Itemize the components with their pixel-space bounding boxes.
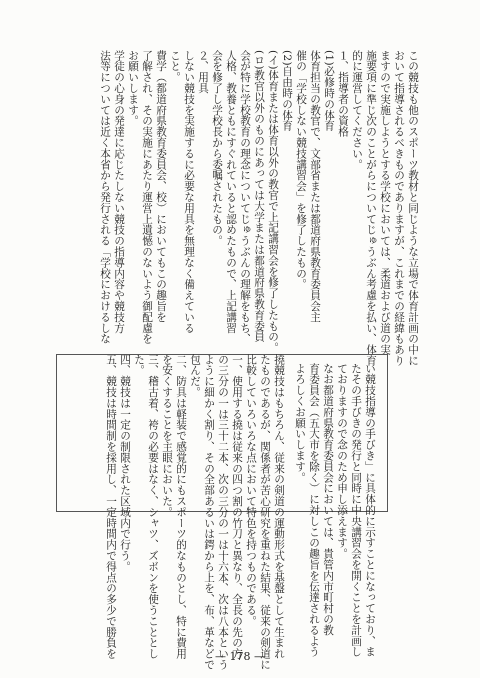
box-text-column: なお都道府県教育委員会においては、貴管内市町村の教 — [322, 363, 334, 636]
text-column: 催の「学校しない競技講習会」を修了したもの。 — [295, 50, 307, 290]
box-text-column: ておりますので念のため申し添えます。 — [336, 363, 348, 560]
text-column: 撓競技はもちろん、従来の剣道の運動形式を基盤として生まれ — [273, 354, 285, 660]
text-column: 包んだ。 — [189, 354, 201, 398]
page-number: — 178 — — [215, 650, 265, 663]
text-column: ように細かく割り、その全部あるいは鍔から上を、布、革などで — [203, 354, 215, 671]
text-column: １、指導者の資格 — [337, 50, 349, 138]
text-column: 施要項に準じ次のことがらについてじゅうぶん考慮を払い、体育 — [365, 50, 377, 367]
text-column: ２、用具 — [197, 50, 209, 94]
text-column: (2)自由時の体育 — [281, 50, 293, 132]
text-column: 費学（都道府県教育委員会、校）においてもこの趣旨を — [155, 50, 167, 323]
text-column: (イ)体育または体育以外の教官で上記講習会を修了したもの。 — [267, 50, 279, 354]
text-column: 体育担当の教官で、文部省または都道府県教育委員会主 — [309, 50, 321, 323]
text-column: 会を修了し学校長から委嘱されたもの。 — [211, 50, 223, 247]
text-column: (ロ)教官以外のものにあっては大学または都道府県教育委員 — [253, 50, 265, 343]
text-column: 比較していろいろな点において特色を持つものである。 — [245, 354, 257, 627]
box-text-column: 育委員会（五大市を除く）に対しこの趣旨を伝達されるよう — [308, 363, 320, 658]
top-text-block — [98, 50, 420, 367]
text-column: た。 — [133, 354, 145, 376]
text-column: 学徒の心身の発達に応じたしない競技の指導内容や競技方 — [113, 50, 125, 334]
text-column: 的に運営してください。 — [351, 50, 363, 170]
text-column: 二、防具は軽装で感覚的にもスポーツ的なものとし、特に費用 — [175, 354, 187, 660]
text-column: 五、競技は時間制を採用し、一定時間内で得点の多少で勝負を — [105, 354, 117, 660]
text-column: 四、競技は一定の制限された区域内で行う。 — [119, 354, 131, 572]
text-column: たものであるが、関係者が苦心研究を重ねた結果、従来の剣道に — [259, 354, 271, 671]
box-text-column: たその手びきの発行と同時に中央講習会を開くことを計画し — [350, 363, 362, 658]
text-column: お願いします。 — [127, 50, 139, 127]
text-column: 法等については近く本省から発行される「学校におけるしな — [99, 50, 111, 345]
text-column: (1)必修時の体育 — [323, 50, 335, 132]
text-column: しない競技を実施するに必要な用具を無理なく備えている — [183, 50, 195, 334]
text-column: を安くすることを主眼においた。 — [161, 354, 173, 518]
text-column: こと。 — [169, 50, 181, 83]
box-text-column: い競技指導の手びき」に具体的に示すことになっており、ま — [364, 363, 376, 658]
text-column: ますので実施しようとする学校においては、柔道および道の実 — [379, 50, 391, 356]
text-column: おいて指導されるべきものでありますが、これまでの経緯もあり — [393, 50, 405, 367]
text-column: 一、使用する撓は従来の四つ割の竹刀と異なり、全長の先の方 — [231, 354, 243, 660]
text-column: の三分の一は三十二本、次の三分の一は十六本、次は八本という — [217, 354, 229, 671]
text-column: 人格、教養ともにすぐれていると認めたもので、上記講習 — [225, 50, 237, 334]
text-column: 三、稽古着、袴の必要はなく、シャツ、ズボンを使うこととし — [147, 354, 159, 660]
text-column: 了解され、その実施にあたり運営上遺憾のないよう御配慮を — [141, 50, 153, 345]
text-column: 会が特に学校教育の理念についてじゅうぶんの理解をもち、 — [239, 50, 251, 345]
box-text-column: よろしくお願いします。 — [294, 363, 306, 483]
text-column: この競技も他のスポーツ教材と同じような立場で体育計画の中に — [407, 50, 419, 367]
